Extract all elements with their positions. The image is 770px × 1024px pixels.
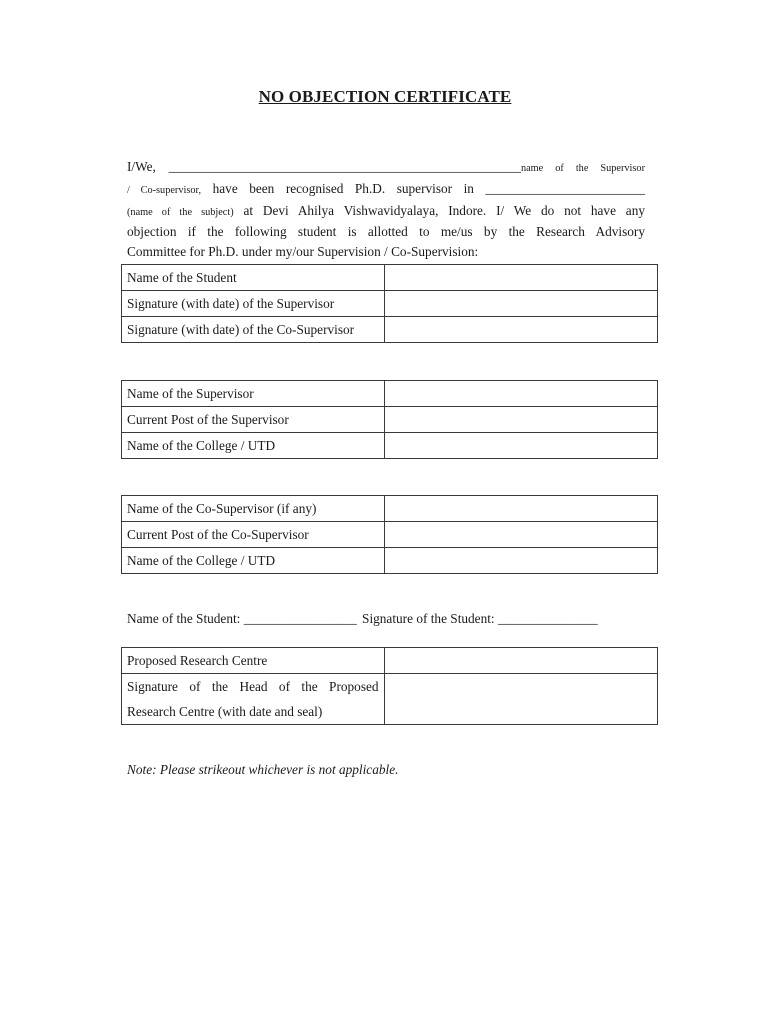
field-value[interactable] — [384, 407, 657, 433]
field-value[interactable] — [384, 522, 657, 548]
table-row — [122, 433, 658, 459]
research-centre-table — [121, 647, 658, 725]
field-value[interactable] — [384, 674, 657, 725]
table-row — [122, 496, 658, 522]
field-label: Name of the Supervisor — [122, 381, 385, 407]
table-row — [122, 674, 658, 725]
field-label: Name of the Student — [122, 265, 385, 291]
student-name-blank[interactable]: Name of the Student: _________________ — [127, 611, 357, 626]
field-label — [122, 674, 385, 725]
table-row — [122, 317, 658, 343]
field-value[interactable] — [384, 496, 657, 522]
student-signature-blank[interactable]: Signature of the Student: _______________ — [362, 611, 598, 626]
table-row — [122, 407, 658, 433]
field-label: Signature (with date) of the Co-Supervisor — [122, 317, 385, 343]
field-label: Proposed Research Centre — [122, 648, 385, 674]
intro-line-1-text: I/We, _____________________________________________________ — [127, 159, 521, 174]
field-label-line-1: Signature of the Head of the Proposed — [127, 679, 379, 694]
field-value[interactable] — [384, 548, 657, 574]
field-label: Current Post of the Supervisor — [122, 407, 385, 433]
intro-line-3 — [127, 201, 645, 223]
footnote: Note: Please strikeout whichever is not applicable. — [127, 762, 399, 777]
field-label: Name of the Co-Supervisor (if any) — [122, 496, 385, 522]
field-value[interactable] — [384, 381, 657, 407]
supervisor-details-table — [121, 380, 658, 459]
field-label: Name of the College / UTD — [122, 433, 385, 459]
intro-line-1-small: name of the Supervisor — [520, 163, 646, 174]
field-value[interactable] — [384, 291, 657, 317]
intro-line-3-small: (name of the subject) — [127, 206, 234, 218]
intro-line-2-text: have been recognised Ph.D. supervisor in ________________________ — [201, 180, 645, 196]
field-label: Signature (with date) of the Supervisor — [122, 291, 385, 317]
intro-line-5: Committee for Ph.D. under my/our Supervision / Co-Supervision: — [127, 244, 479, 260]
document-title: NO OBJECTION CERTIFICATE — [258, 87, 512, 106]
field-label-line-2: Research Centre (with date and seal) — [127, 704, 323, 719]
field-label: Current Post of the Co-Supervisor — [122, 522, 385, 548]
intro-line-1 — [127, 157, 645, 179]
field-value[interactable] — [384, 648, 657, 674]
student-signature-table — [121, 264, 658, 343]
cosupervisor-details-table — [121, 495, 658, 574]
intro-line-2-small: / Co-supervisor, — [127, 184, 202, 196]
field-value[interactable] — [384, 317, 657, 343]
field-value[interactable] — [384, 265, 657, 291]
table-row — [122, 291, 658, 317]
intro-line-4: objection if the following student is allotted to me/us by the Research Advisory — [127, 224, 645, 240]
table-row — [122, 522, 658, 548]
intro-line-3-text: at Devi Ahilya Vishwavidyalaya, Indore. I/ We do not have any — [233, 202, 645, 218]
table-row — [122, 648, 658, 674]
field-value[interactable] — [384, 433, 657, 459]
field-label: Name of the College / UTD — [122, 548, 385, 574]
table-row — [122, 381, 658, 407]
intro-line-2 — [127, 179, 645, 201]
table-row — [122, 265, 658, 291]
intro-paragraph — [127, 157, 645, 262]
student-signature-line — [127, 611, 598, 627]
table-row — [122, 548, 658, 574]
